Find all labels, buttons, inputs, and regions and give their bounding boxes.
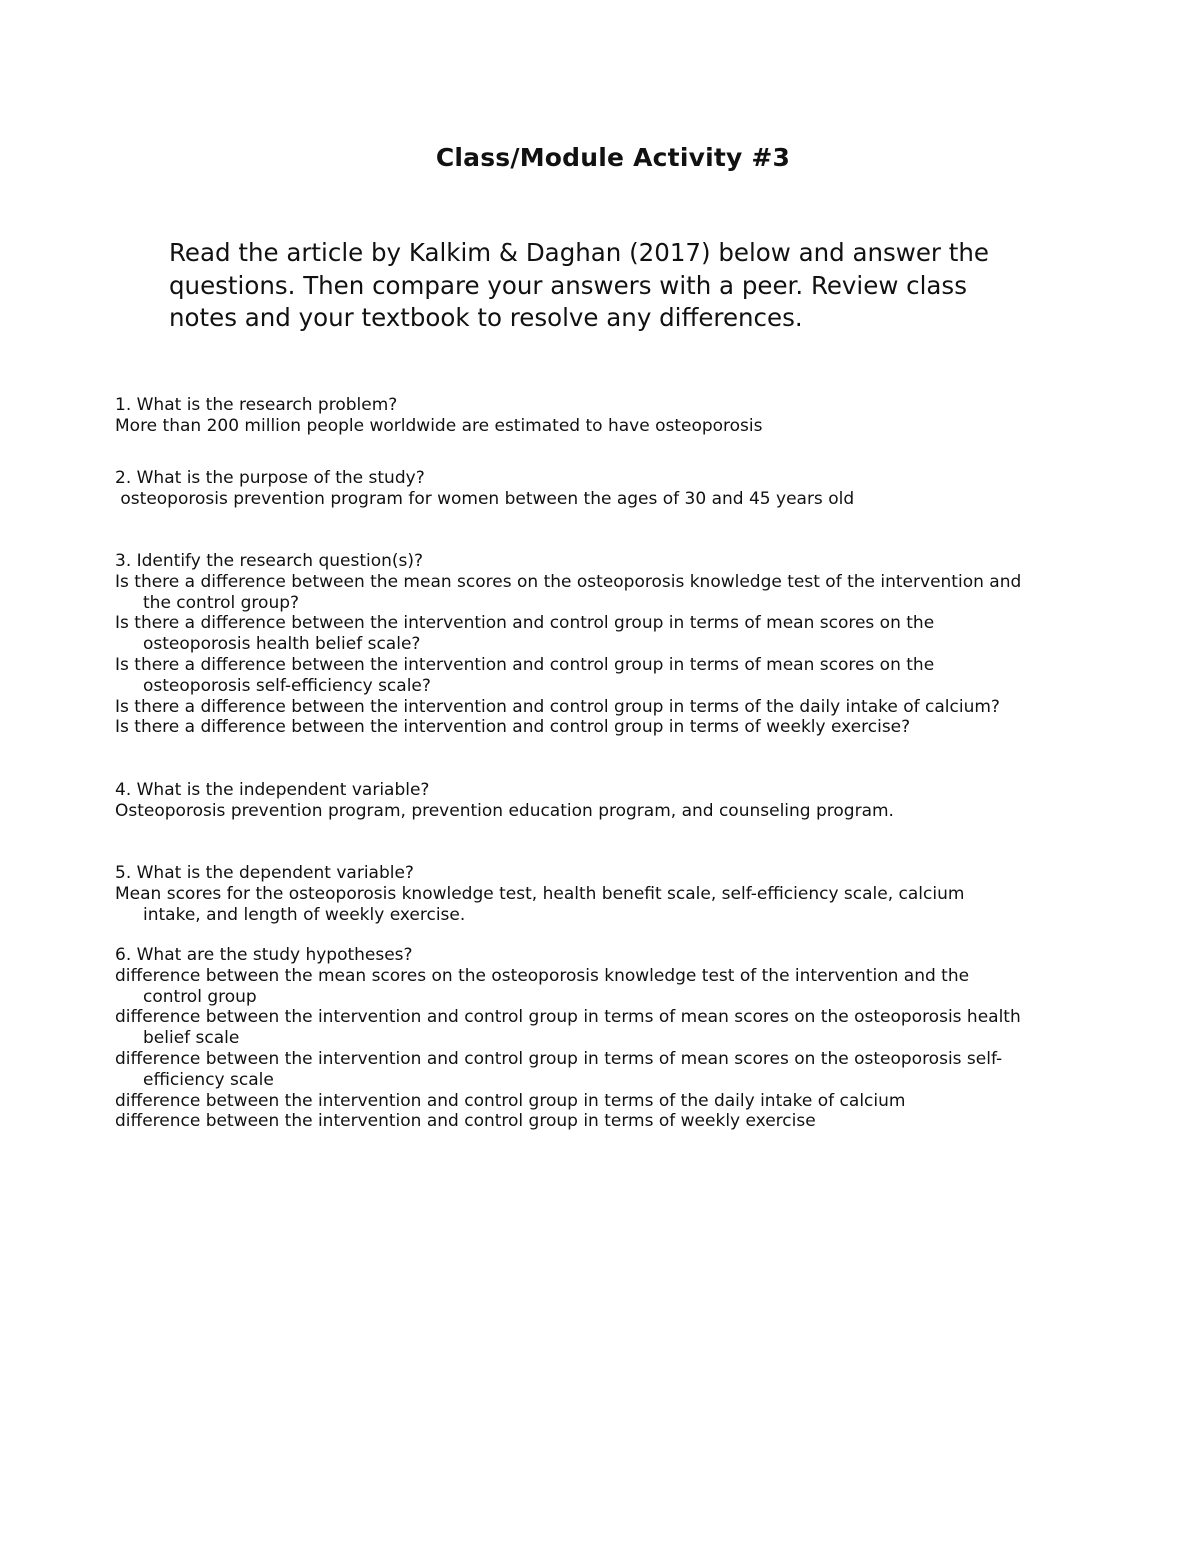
answer-line: Is there a difference between the intervention and control group in terms of the daily intake of calcium? xyxy=(115,696,1000,717)
answer-line: the control group? xyxy=(143,592,300,613)
answer-line: Is there a difference between the intervention and control group in terms of mean scores on the xyxy=(115,613,935,634)
question-4-text: 4. What is the independent variable? xyxy=(115,780,430,800)
instructions-line: questions. Then compare your answers with a peer. Review class xyxy=(169,270,967,300)
question-5-text: 5. What is the dependent variable? xyxy=(115,863,414,883)
question-3-block xyxy=(115,551,1075,738)
question-2-text: 2. What is the purpose of the study? xyxy=(115,468,425,488)
answer-line: difference between the intervention and control group in terms of mean scores on the osteoporosis health xyxy=(115,1007,1021,1028)
answer-line: efficiency scale xyxy=(143,1069,274,1090)
question-3-text: 3. Identify the research question(s)? xyxy=(115,551,424,571)
answer-line: control group xyxy=(143,986,257,1007)
instructions-line: notes and your textbook to resolve any differences. xyxy=(169,303,803,332)
answer-line: Is there a difference between the mean scores on the osteoporosis knowledge test of the intervention and xyxy=(115,571,1022,592)
answer-line: Is there a difference between the intervention and control group in terms of weekly exercise? xyxy=(115,717,911,738)
question-5-block xyxy=(115,863,1075,925)
instructions-line: Read the article by Kalkim & Daghan (2017) below and answer the xyxy=(169,238,989,267)
answer-line: difference between the intervention and control group in terms of mean scores on the osteoporosis self- xyxy=(115,1048,1003,1069)
answer-line: difference between the mean scores on the osteoporosis knowledge test of the intervention and the xyxy=(115,965,970,986)
answer-line: difference between the intervention and control group in terms of weekly exercise xyxy=(115,1111,816,1132)
question-6-text: 6. What are the study hypotheses? xyxy=(115,945,413,965)
question-1-answer: More than 200 million people worldwide are estimated to have osteoporosis xyxy=(115,415,763,436)
instructions-paragraph xyxy=(169,237,1069,335)
answer-line: osteoporosis self-efficiency scale? xyxy=(143,675,431,696)
question-1-block xyxy=(115,395,1075,437)
answer-line: Mean scores for the osteoporosis knowledge test, health benefit scale, self-efficiency scale, calcium xyxy=(115,883,965,904)
question-2-answer: osteoporosis prevention program for women between the ages of 30 and 45 years old xyxy=(115,488,855,509)
answer-line: Is there a difference between the intervention and control group in terms of mean scores on the xyxy=(115,654,935,675)
question-2-block xyxy=(115,468,1075,510)
answer-line: intake, and length of weekly exercise. xyxy=(143,904,466,925)
page-title: Class/Module Activity #3 xyxy=(435,143,791,172)
question-6-block xyxy=(115,945,1075,1132)
answer-line: osteoporosis health belief scale? xyxy=(143,634,421,655)
question-1-text: 1. What is the research problem? xyxy=(115,395,398,415)
question-4-answer: Osteoporosis prevention program, prevention education program, and counseling program. xyxy=(115,800,894,821)
answer-line: difference between the intervention and control group in terms of the daily intake of calcium xyxy=(115,1090,906,1111)
question-4-block xyxy=(115,780,1075,822)
answer-line: belief scale xyxy=(143,1028,240,1049)
